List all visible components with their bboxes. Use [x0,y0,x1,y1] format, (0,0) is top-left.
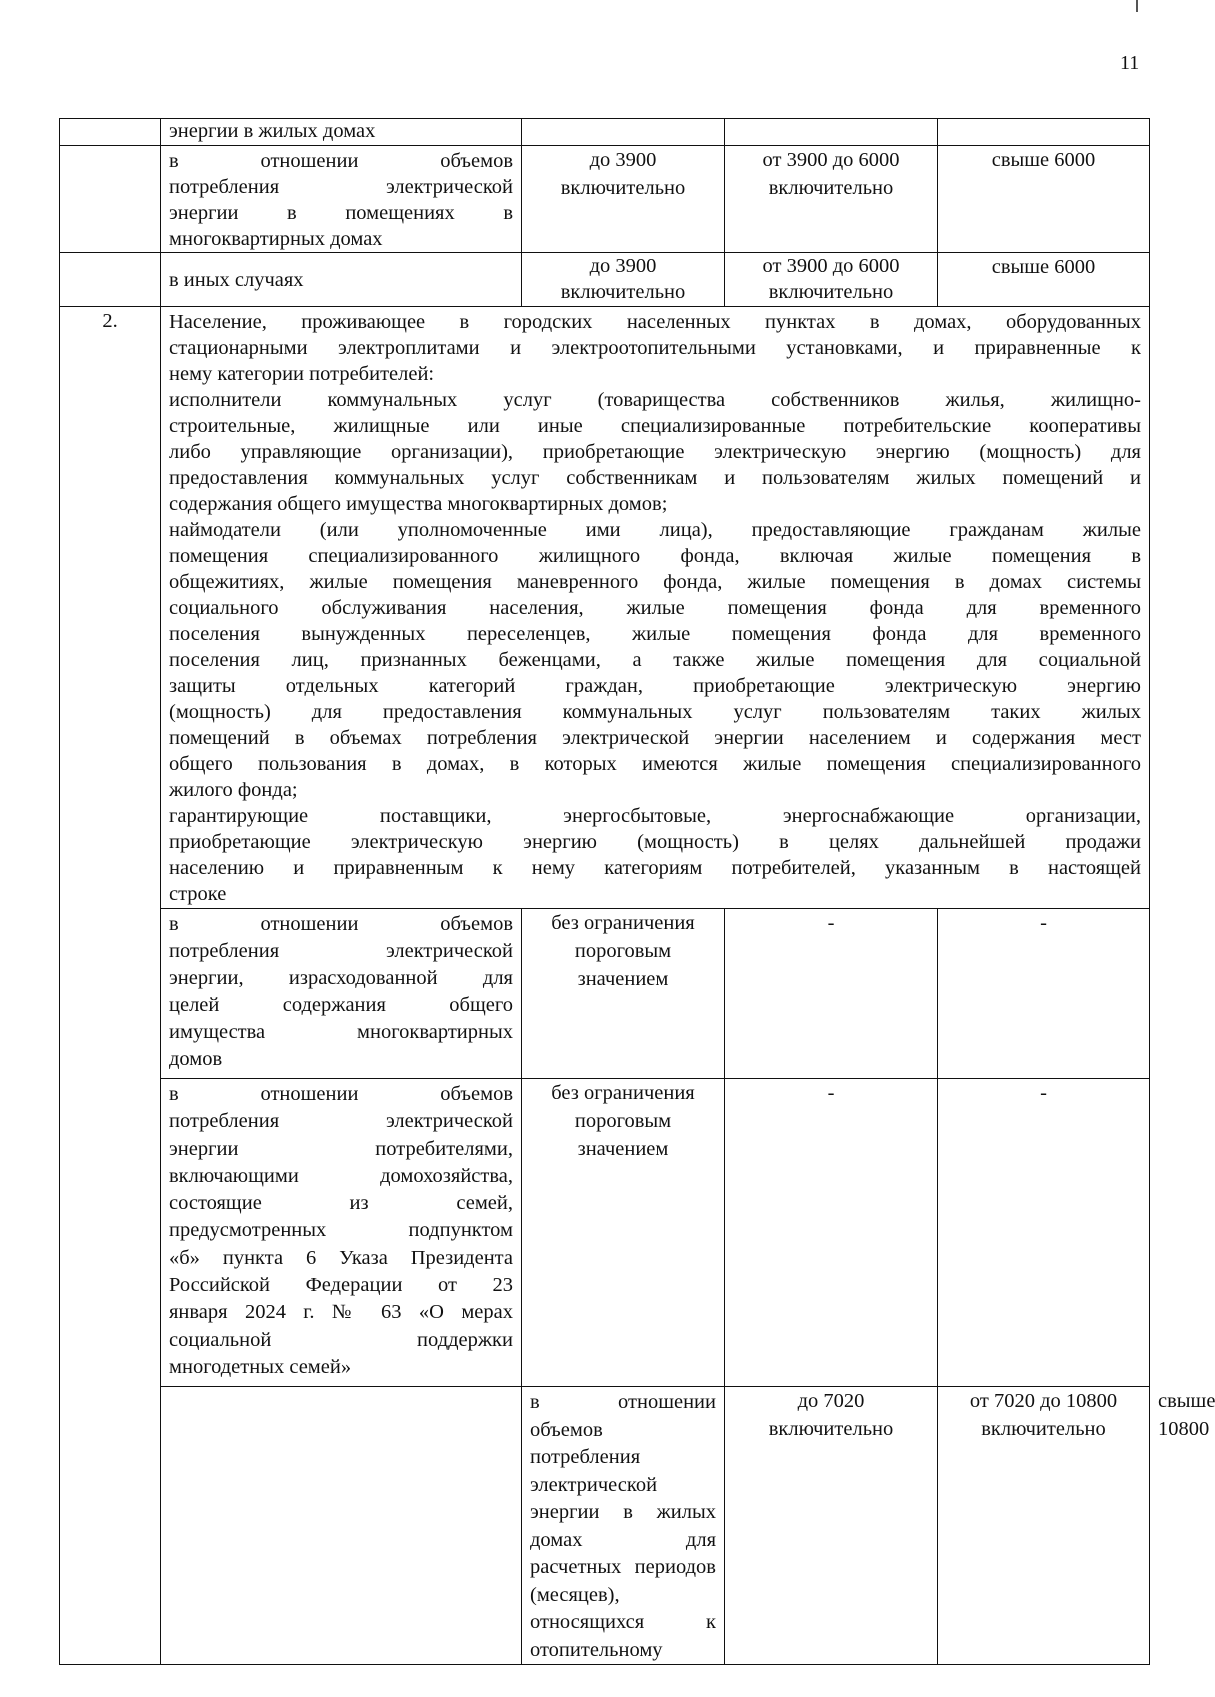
section-line: наймодатели (или уполномоченные ими лица), предоставляющие гражданам жилые [169,519,1141,541]
section-line: нему категории потребителей: [169,363,435,385]
row-description [161,909,522,1079]
threshold-low [522,253,725,307]
row-number-cell [60,146,161,253]
section-line: строке [169,883,227,905]
threshold-mid [725,119,938,146]
threshold-high: свыше 6000 [938,146,1150,253]
table-row [60,1079,1150,1387]
threshold-low [522,119,725,146]
table-row [60,253,1150,307]
value-line: до 7020 [797,1390,865,1412]
section-number: 2. [60,307,161,1665]
value-line: без ограничения [551,912,695,934]
row-description [161,253,522,307]
value-line: включительно [560,281,686,303]
desc-line: потребления электрической [169,176,513,198]
value-line: до 3900 [589,149,657,171]
row-description [161,1079,522,1387]
section-description [161,307,1150,909]
threshold-high: - [938,909,1150,1079]
desc-line: января 2024 г. № 63 «О мерах [169,1301,513,1324]
row-number-cell [60,253,161,307]
section-line: помещений в объемах потребления электрической энергии населением и содержания мест [169,727,1141,749]
section-line: помещения специализированного жилищного фонда, включая жилые помещения в [169,545,1141,567]
value-line: включительно [981,1418,1106,1440]
section-line: поселения лиц, признанных беженцами, а также жилые помещения для социальной [169,649,1141,671]
desc-line: многодетных семей» [169,1355,352,1378]
desc-line: энергии в жилых домах [169,120,376,142]
section-line: жилого фонда; [169,779,298,801]
value-line: включительно [560,177,686,199]
value-line: без ограничения [551,1082,695,1104]
section-line: поселения вынужденных переселенцев, жилые помещения фонда для временного [169,623,1141,645]
desc-line: потребления электрической [169,1110,513,1133]
desc-line: Российской Федерации от 23 [169,1274,513,1297]
value-line: включительно [768,1418,894,1440]
desc-line: многоквартирных домах [169,228,383,250]
section-line: общего пользования в домах, в которых имеются жилые помещения специализированного [169,753,1141,775]
section-line: общежитиях, жилые помещения маневренного фонда, жилые помещения в домах системы [169,571,1141,593]
desc-line: относящихся к отопительному [530,1611,716,1661]
desc-line: энергии потребителями, [169,1137,513,1160]
page-number: 11 [1120,52,1140,74]
table-row [60,909,1150,1079]
value-line: пороговым [574,1110,672,1132]
section-line: предоставления коммунальных услуг собственникам и пользователям жилых помещений и [169,467,1141,489]
desc-line: в отношении объемов [169,1083,513,1105]
table-row [60,119,1150,146]
desc-line: социальной поддержки [169,1328,513,1351]
threshold-mid [725,253,938,307]
section-line: Население, проживающее в городских населенных пунктах в домах, оборудованных [169,311,1141,333]
threshold-low [522,909,725,1079]
desc-line: энергии в жилых домах для [530,1501,716,1551]
threshold-low [725,1387,938,1665]
section-line: стационарными электроплитами и электроотопительными установками, и приравненные к [169,337,1141,359]
value-line: включительно [768,281,894,303]
desc-line: энергии, израсходованной для [169,967,513,989]
scan-mark [1136,0,1138,12]
section-line: исполнители коммунальных услуг (товарищества собственников жилья, жилищно- [169,389,1141,411]
desc-line: энергии в помещениях в [169,202,513,224]
section-line: либо управляющие организации), приобретающие электрическую энергию (мощность) для [169,441,1141,463]
section-line: населению и приравненным к нему категориям потребителей, указанным в настоящей [169,857,1141,879]
threshold-low [522,146,725,253]
section-line: гарантирующие поставщики, энергосбытовые, энергоснабжающие организации, [169,805,1141,827]
value-line: от 3900 до 6000 [762,149,900,171]
desc-line: в отношении объемов [169,913,513,935]
section-header-row [60,307,1150,909]
section-line: защиты отдельных категорий граждан, приобретающие электрическую энергию [169,675,1141,697]
desc-line: в отношении объемов [530,1391,716,1441]
row-description [522,1387,725,1665]
value-line: значением [577,1138,669,1160]
desc-line: целей содержания общего [169,994,513,1016]
value-line: значением [577,968,669,990]
desc-line: предусмотренных подпунктом [169,1219,513,1242]
desc-line: включающими домохозяйства, [169,1164,513,1187]
threshold-low [522,1079,725,1387]
desc-line: расчетных периодов (месяцев), [530,1556,716,1606]
table-row [60,146,1150,253]
threshold-mid [938,1387,1150,1665]
desc-line: в отношении объемов [169,150,513,172]
row-number-cell [60,119,161,146]
value-line: от 7020 до 10800 [969,1390,1118,1412]
threshold-high: - [938,1079,1150,1387]
desc-line: состоящие из семей, [169,1192,513,1215]
threshold-mid: - [725,1079,938,1387]
desc-line: имущества многоквартирных [169,1021,513,1043]
row-description [161,146,522,253]
table-row: в отношении объемов потребления электрической энергии в жилых домах для расчетных периодов (месяцев), относящихся к отопительному до 7020 включительно от 7020 до 10800 включительно свыше 10800 [60,1387,1150,1665]
section-line: приобретающие электрическую энергию (мощность) в целях дальнейшей продажи [169,831,1141,853]
desc-line: потребления электрической [530,1446,658,1496]
threshold-high [938,119,1150,146]
desc-line: домов [169,1048,223,1070]
section-line: строительные, жилищные или иные специализированные потребительские кооперативы [169,415,1141,437]
row-number-cell [161,1387,522,1665]
threshold-high: свыше 6000 [938,253,1150,307]
desc-line: потребления электрической [169,940,513,962]
section-line: социального обслуживания населения, жилые помещения фонда для временного [169,597,1141,619]
row-description [161,119,522,146]
desc-line: в иных случаях [169,268,304,291]
value-line: включительно [768,177,894,199]
threshold-mid [725,146,938,253]
tariff-table [59,118,1215,1665]
value-line: от 3900 до 6000 [762,255,900,277]
value-line: до 3900 [589,255,657,277]
threshold-mid: - [725,909,938,1079]
desc-line: «б» пункта 6 Указа Президента [169,1246,513,1269]
section-line: содержания общего имущества многоквартирных домов; [169,493,668,515]
section-line: (мощность) для предоставления коммунальных услуг пользователям таких жилых [169,701,1141,723]
value-line: пороговым [574,940,672,962]
